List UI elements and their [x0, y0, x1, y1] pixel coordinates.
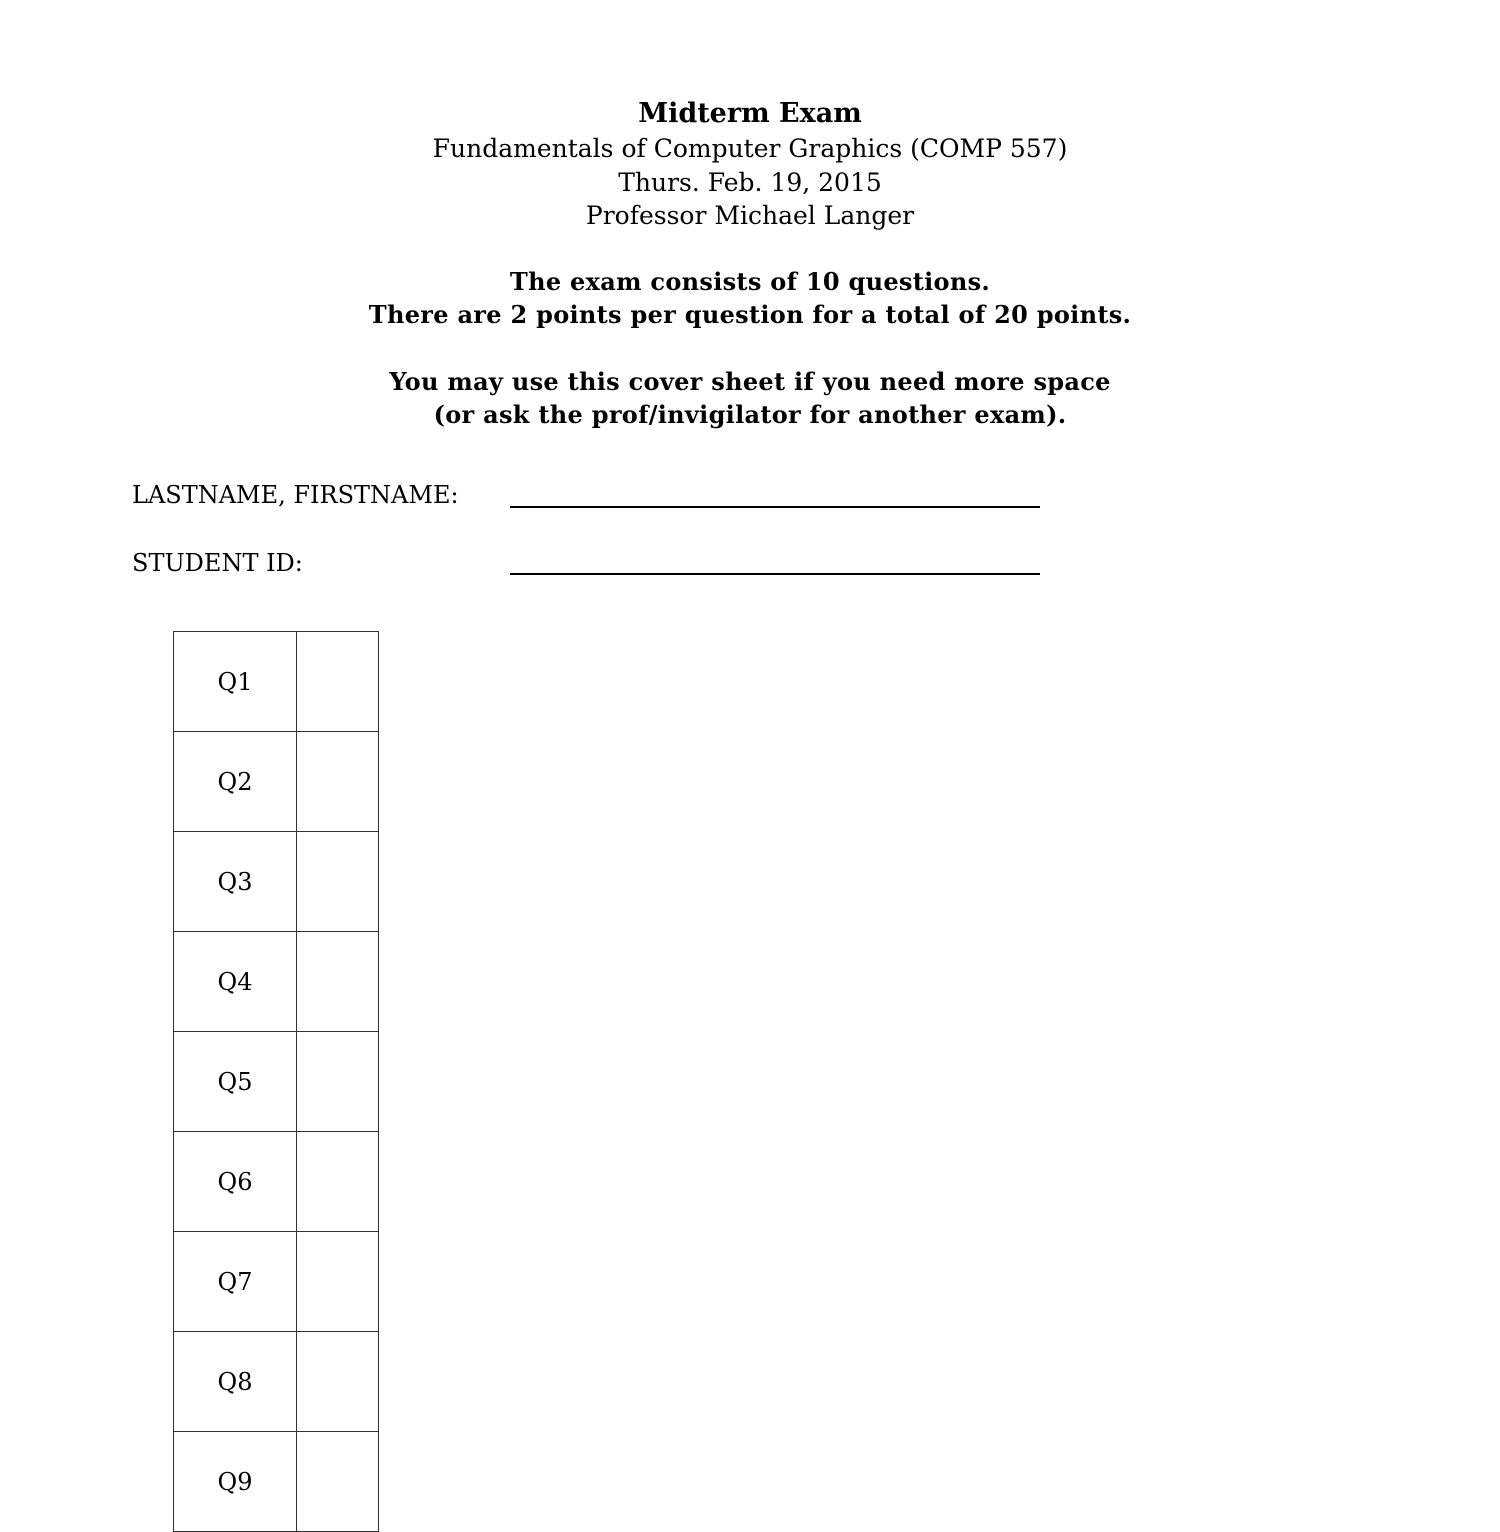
- exam-title: Midterm Exam: [638, 98, 862, 129]
- table-row: [174, 1132, 379, 1232]
- score-cell: [297, 732, 379, 832]
- question-label: Q8: [174, 1332, 297, 1432]
- instruction-cover-sheet: You may use this cover sheet if you need more space: [389, 367, 1111, 396]
- question-label: Q5: [174, 1032, 297, 1132]
- table-row: [174, 1332, 379, 1432]
- student-id-field-label: STUDENT ID:: [132, 549, 303, 577]
- table-row: [174, 632, 379, 732]
- exam-date: Thurs. Feb. 19, 2015: [618, 168, 882, 197]
- table-row: [174, 832, 379, 932]
- course-name: Fundamentals of Computer Graphics (COMP 557): [432, 134, 1068, 163]
- instruction-question-count: The exam consists of 10 questions.: [509, 267, 991, 296]
- question-label: Q2: [174, 732, 297, 832]
- table-row: [174, 732, 379, 832]
- score-cell: [297, 932, 379, 1032]
- question-label: Q9: [174, 1432, 297, 1532]
- table-row: [174, 1432, 379, 1532]
- name-field-label: LASTNAME, FIRSTNAME:: [132, 481, 459, 509]
- question-label: Q4: [174, 932, 297, 1032]
- question-label: Q3: [174, 832, 297, 932]
- question-label: Q6: [174, 1132, 297, 1232]
- professor-name: Professor Michael Langer: [585, 201, 915, 230]
- instruction-points: There are 2 points per question for a total of 20 points.: [368, 300, 1132, 329]
- question-label: Q1: [174, 632, 297, 732]
- student-id-field-line: [510, 573, 1040, 575]
- score-cell: [297, 1332, 379, 1432]
- table-row: [174, 1232, 379, 1332]
- score-table: [173, 631, 379, 1532]
- score-cell: [297, 1132, 379, 1232]
- score-cell: [297, 832, 379, 932]
- name-field-line: [510, 506, 1040, 508]
- table-row: [174, 1032, 379, 1132]
- score-cell: [297, 1032, 379, 1132]
- table-row: [174, 932, 379, 1032]
- score-cell: [297, 1232, 379, 1332]
- question-label: Q7: [174, 1232, 297, 1332]
- score-cell: [297, 1432, 379, 1532]
- score-cell: [297, 632, 379, 732]
- instruction-ask-prof: (or ask the prof/invigilator for another exam).: [433, 400, 1067, 429]
